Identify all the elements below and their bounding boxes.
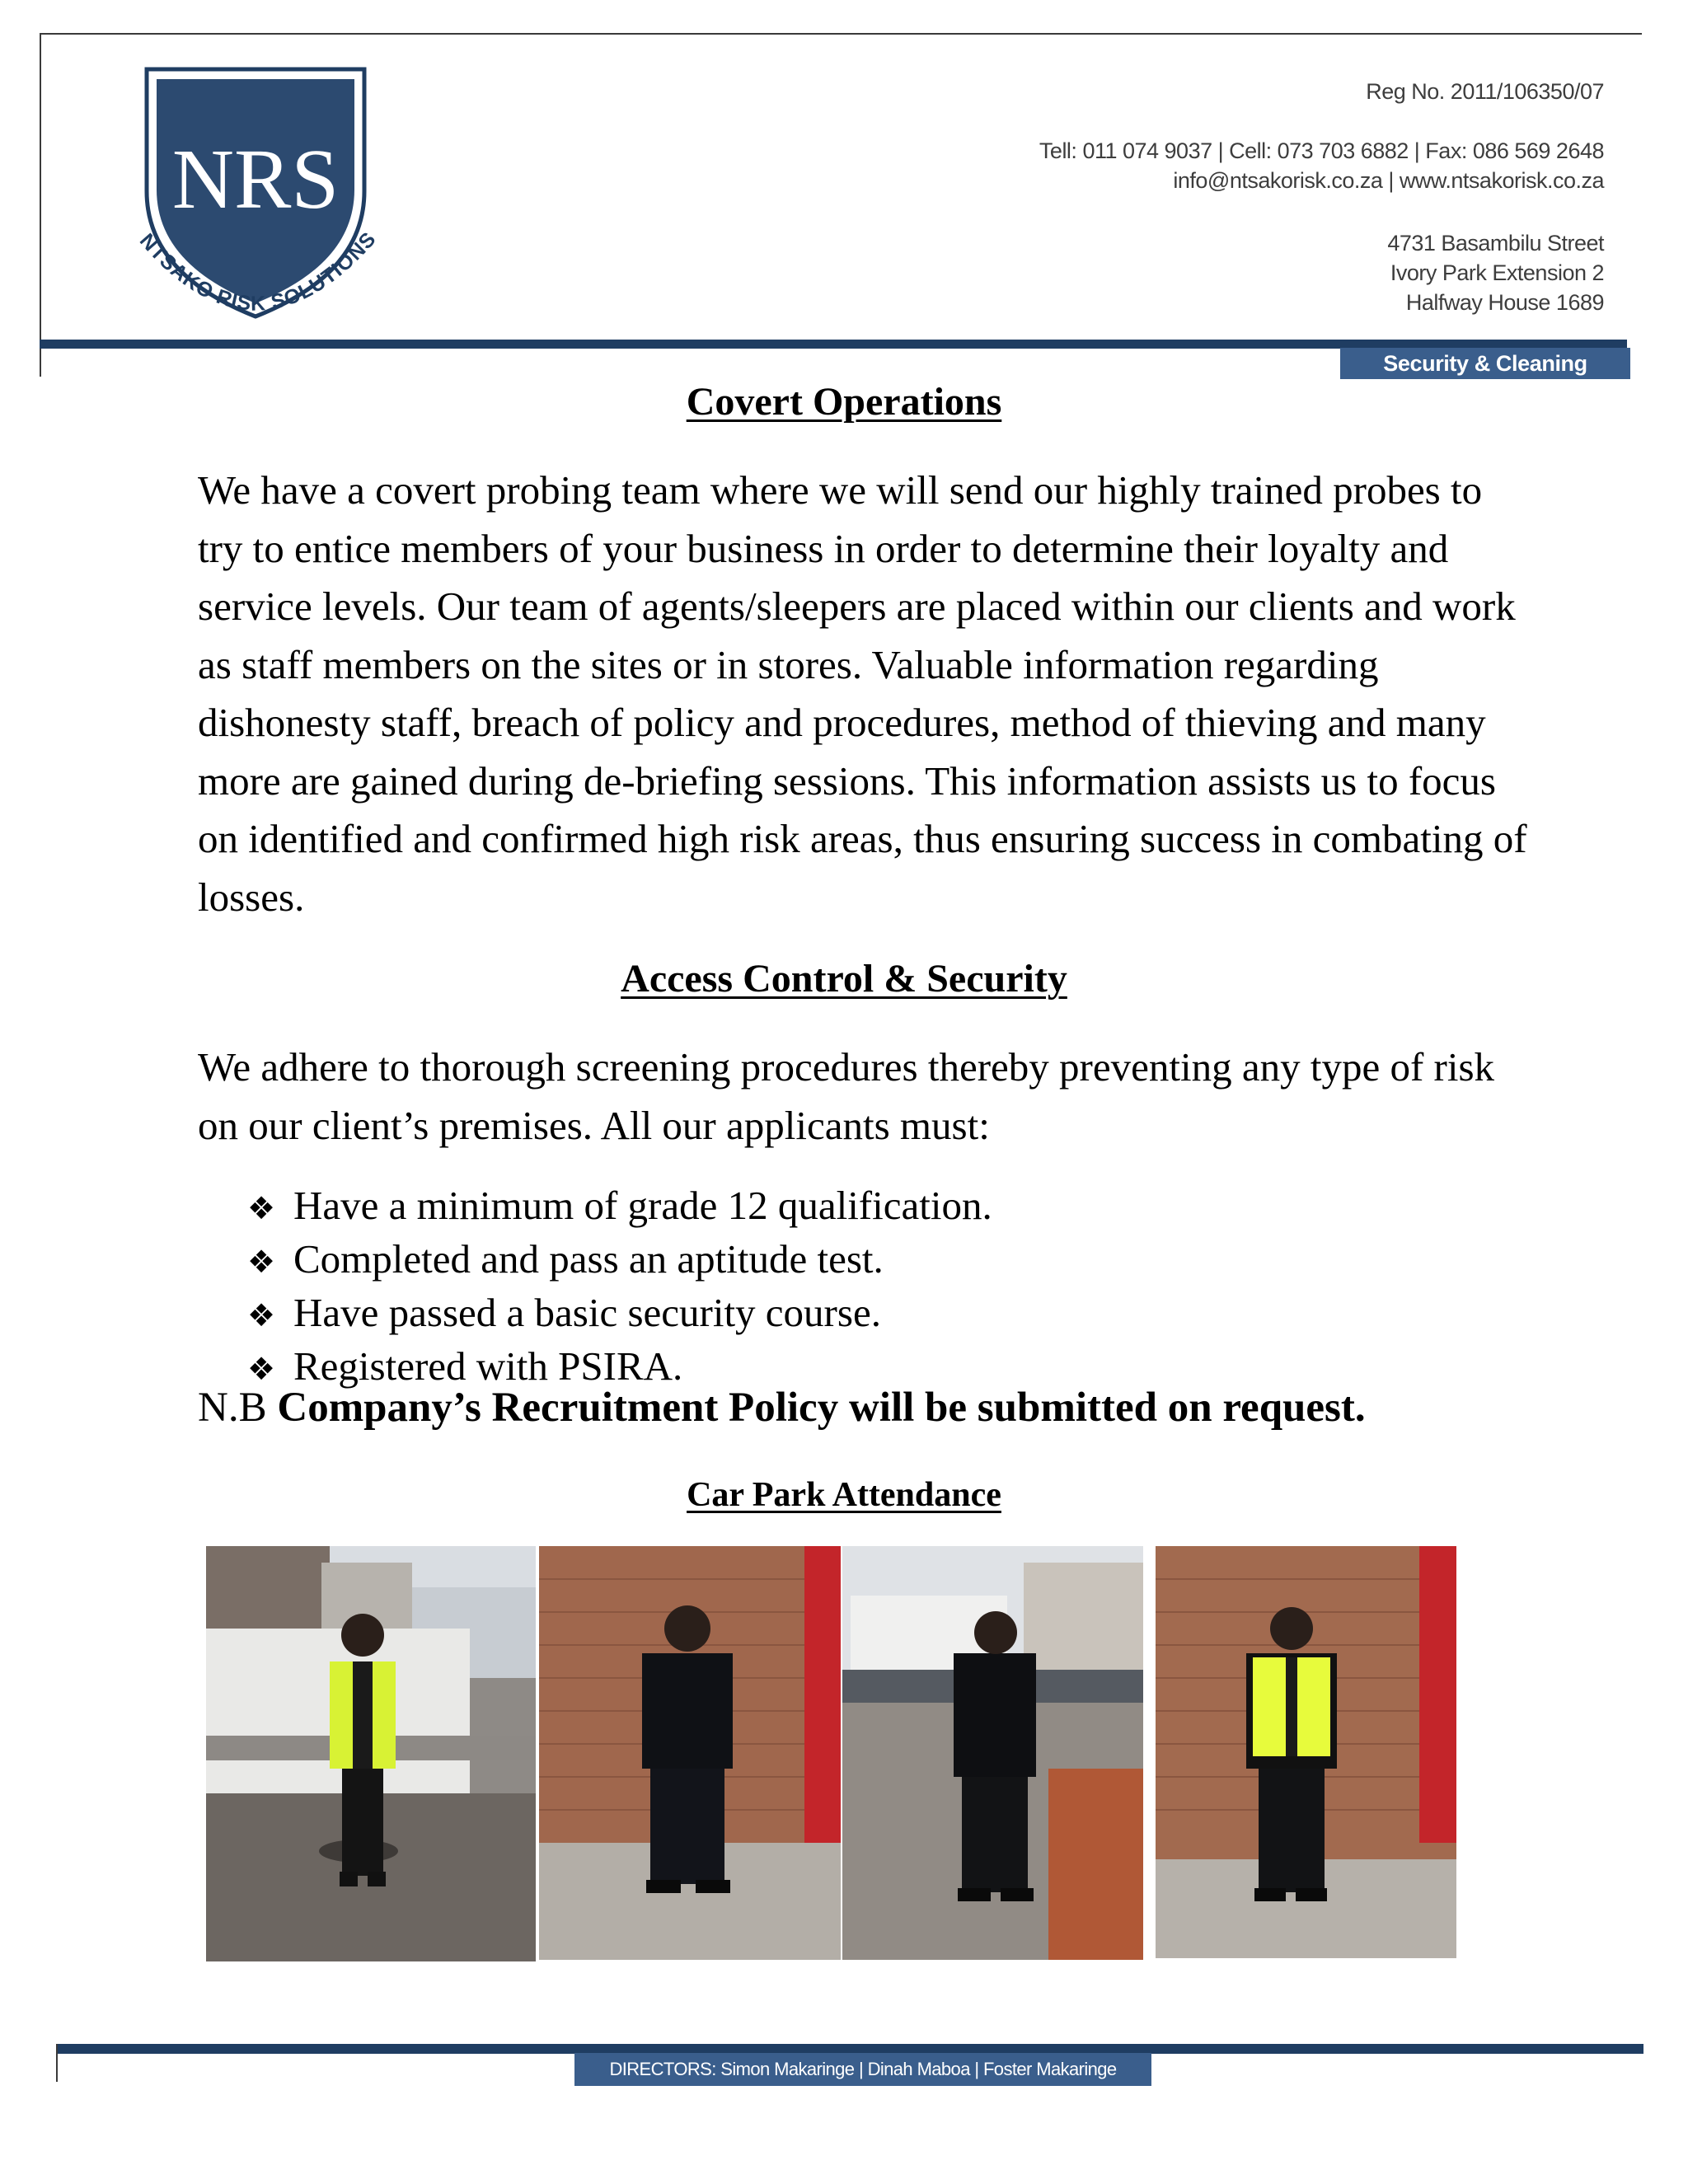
diamond-bullet-icon: ❖ — [247, 1297, 276, 1333]
list-item: ❖ Registered with PSIRA. — [247, 1341, 992, 1394]
list-item: ❖ Have a minimum of grade 12 qualification. — [247, 1180, 992, 1234]
car-park-heading: Car Park Attendance — [687, 1476, 1001, 1514]
guard-photo-2 — [539, 1546, 841, 1960]
diamond-bullet-icon: ❖ — [247, 1190, 276, 1226]
nota-bene-prefix: N.B — [198, 1385, 267, 1431]
guard-photo-4 — [1156, 1546, 1456, 1958]
diamond-bullet-icon: ❖ — [247, 1244, 276, 1280]
logo-monogram: NRS — [171, 132, 340, 227]
access-control-heading: Access Control & Security — [621, 957, 1067, 1001]
guard-photo-1 — [206, 1546, 536, 1961]
list-item: ❖ Completed and pass an aptitude test. — [247, 1234, 992, 1287]
registration-number: Reg No. 2011/106350/07 — [1366, 79, 1604, 104]
nota-bene-text: Company’s Recruitment Policy will be submitted on request. — [277, 1385, 1366, 1431]
header-frame-top — [40, 33, 1642, 35]
directors-footer: DIRECTORS: Simon Makaringe | Dinah Maboa | Foster Makaringe — [574, 2053, 1151, 2086]
contact-phone-line: Tell: 011 074 9037 | Cell: 073 703 6882 | Fax: 086 569 2648 — [1039, 138, 1604, 163]
address-street: 4731 Basambilu Street — [1387, 231, 1604, 255]
diamond-bullet-icon: ❖ — [247, 1351, 276, 1387]
covert-operations-body: We have a covert probing team where we will send our highly trained probes to try to entice members of your business in order to determine their loyalty and service levels. Our team of agents/sleepers are placed within our clients and work as staff members on the sites or in stores. Valuable information regarding dishonesty staff, breach of policy and procedures, method of thieving and many more are gained during de-briefing sessions. This information assists us to focus on identified and confirmed high risk areas, thus ensuring success in combating of losses. — [198, 467, 1527, 920]
logo-arc-text: NTSAKO RISK SOLUTIONS — [134, 227, 382, 316]
tagline-badge: Security & Cleaning — [1340, 348, 1630, 379]
footer-frame-left — [56, 2044, 58, 2082]
covert-operations-heading: Covert Operations — [686, 380, 1002, 424]
address-suburb: Ivory Park Extension 2 — [1390, 260, 1604, 285]
header-frame-left — [40, 33, 41, 377]
guard-photo-3 — [842, 1546, 1143, 1960]
company-logo — [115, 51, 396, 348]
access-control-body: We adhere to thorough screening procedures thereby preventing any type of risk on our client’s premises. All our applicants must: — [198, 1044, 1495, 1148]
requirements-list — [247, 1180, 992, 1394]
nota-bene-line — [198, 1384, 1366, 1432]
address-city: Halfway House 1689 — [1405, 290, 1604, 315]
list-item: ❖ Have passed a basic security course. — [247, 1287, 992, 1341]
contact-web-line: info@ntsakorisk.co.za | www.ntsakorisk.co.za — [1173, 168, 1604, 193]
